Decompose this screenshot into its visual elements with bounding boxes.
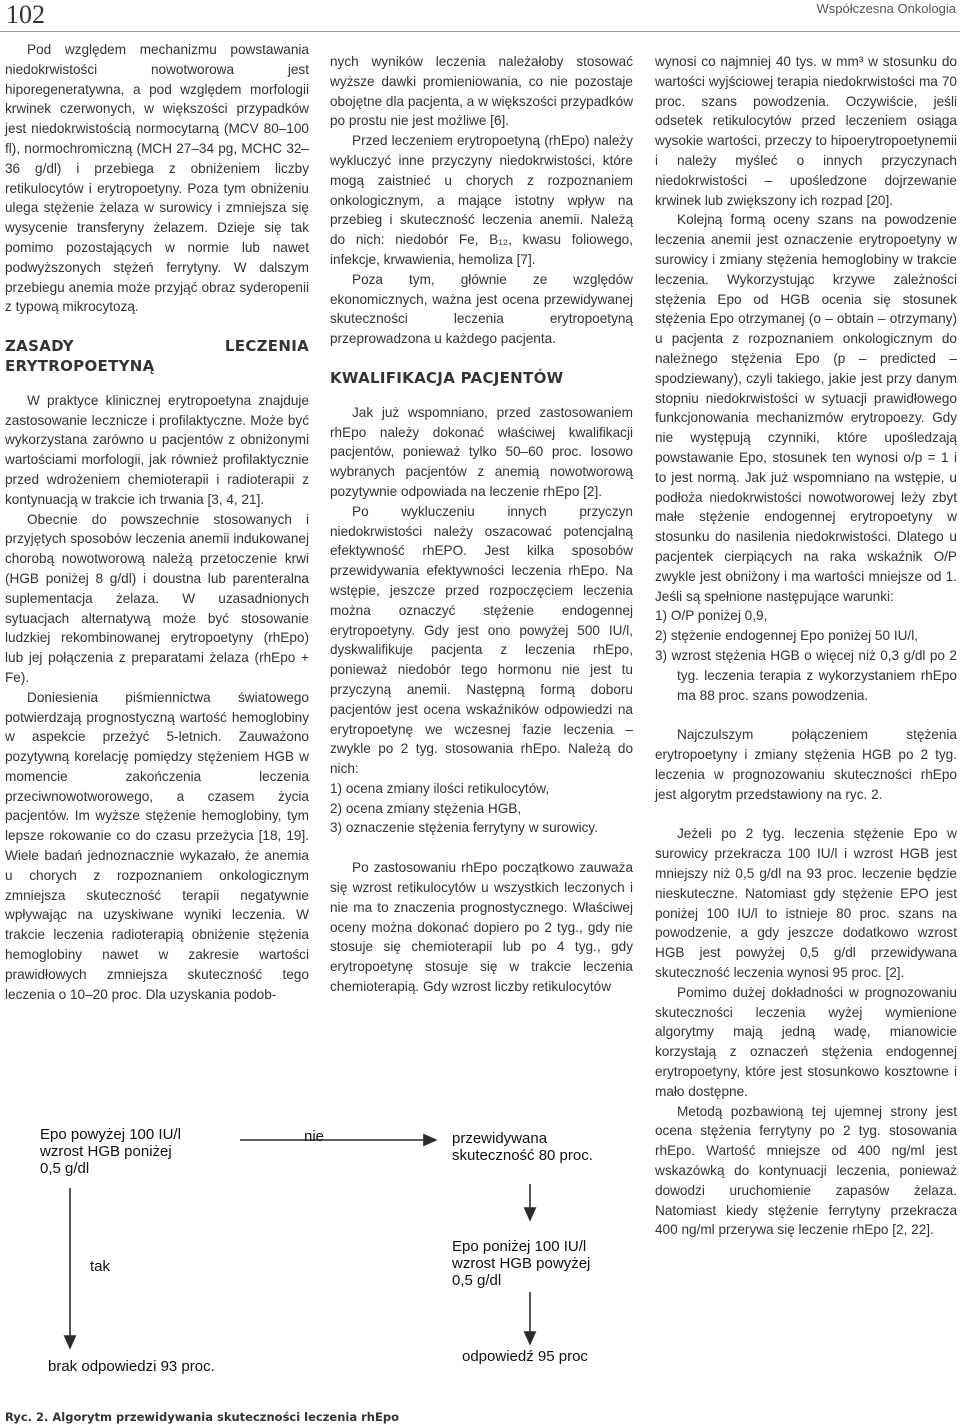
- list-item: 3) oznaczenie stężenia ferrytyny w surowicy.: [330, 820, 598, 836]
- list-item: 3) wzrost stężenia HGB o więcej niż 0,3 g/dl po 2 tyg. leczenia terapia z wykorzystaniem rhEpo ma 88 proc. szans powodzenia.: [655, 647, 957, 703]
- paragraph: Przed leczeniem erytropoetyną (rhEpo) należy wykluczyć inne przyczyny niedokrwistości, które mogą zaistnieć u chorych z rozpoznaniem onkologicznym, a mające istotny wpływ na przebieg i skuteczność leczenia anemii. Należą do nich: niedobór Fe, B₁₂, kwasu foliowego, infekcje, krwawienia, hemoliza [7].: [330, 133, 633, 267]
- header-rule: [0, 31, 960, 32]
- label-nie: nie: [304, 1128, 325, 1145]
- paragraph: Jak już wspomniano, przed zastosowaniem rhEpo należy dokonać właściwej kwalifikacji pacjentów, ponieważ tylko 50–60 proc. losowo wybranych pacjentów z anemią nowotworową pozytywnie odpowiada na leczenie rhEpo [2].: [330, 404, 633, 499]
- figure-caption: Ryc. 2. Algorytm przewidywania skuteczności leczenia rhEpo: [5, 1410, 399, 1424]
- box-start-condition: Epo powyżej 100 IU/l wzrost HGB poniżej 0,5 g/dl: [40, 1126, 181, 1177]
- section-heading: KWALIFIKACJA PACJENTÓW: [330, 368, 564, 387]
- paragraph: W praktyce klinicznej erytropoetyna znajduje zastosowanie lecznicze i profilaktyczne. Może być wykorzystana zarówno u pacjentów z obniżonymi wartościami morfologii, jak również profilaktycznie przed wdrożeniem chemioterapii i radioterapii z kontynuacją w trakcie ich trwania [3, 4, 21].: [5, 392, 309, 507]
- page-number: 102: [6, 0, 45, 29]
- list-item: 2) stężenie endogennej Epo poniżej 50 IU/l,: [655, 628, 918, 644]
- box-predicted-80: przewidywana skuteczność 80 proc.: [452, 1130, 593, 1164]
- paragraph: Poza tym, głównie ze względów ekonomicznych, ważna jest ocena przewidywanej skuteczności leczenia erytropoetyną przeprowadzona u każdego pacjenta.: [330, 271, 633, 347]
- paragraph: Metodą pozbawioną tej ujemnej strony jest ocena stężenia ferrytyny po 2 tyg. stosowania rhEpo. Wartość mniejsze od 400 ng/ml jest wskazówką do kontynuacji leczenia, ponieważ dowodzi uruchomienie zapasów żelaza. Natomiast kiedy stężenie ferrytyny przekracza 400 ng/ml przerywa się leczenie rhEpo [2, 22].: [655, 1103, 957, 1238]
- list: [330, 779, 633, 838]
- paragraph: Po wykluczeniu innych przyczyn niedokrwistości należy oszacować potencjalną efektywność rhEPO. Jest kilka sposobów przewidywania efektywności leczenia rhEpo. Na wstępie, jeszcze przed rozpoczęciem leczenia można oznaczyć stężenie endogennej erytropoetyny. Gdy jest ono powyżej 500 IU/l, dyskwalifikuje pacjenta z leczenia rhEpo, ponieważ niedobór tego hormonu nie jest tu przyczyną anemii. Następną formą doboru pacjentów jest ocena wskaźników odpowiedzi na erytropoetynę we wczesnej fazie leczenia – zwykle po 2 tyg. stosowania rhEpo. Należą do nich:: [330, 503, 633, 777]
- paragraph: Po zastosowaniu rhEpo początkowo zauważa się wzrost retikulocytów u wszystkich leczonych i nie ma to znaczenia prognostycznego. Właściwej oceny można dokonać dopiero po 2 tyg., gdy nie stosuje się chemioterapii lub po 4 tyg., gdy erytropoetynę stosuje się w trakcie leczenia chemioterapią. Gdy wzrost liczby retikulocytów: [330, 860, 633, 995]
- paragraph: nych wyników leczenia należałoby stosować wyższe dawki promieniowania, co nie pozostaje obojętne dla pacjenta, a w większości przypadków po prostu nie jest możliwe [6].: [330, 54, 634, 129]
- list: [655, 606, 957, 705]
- paragraph: Obecnie do powszechnie stosowanych i przyjętych sposobów leczenia anemii indukowanej chorobą nowotworową należą przetoczenie krwi (HGB poniżej 8 g/dl) i doustna lub parenteralna suplementacja żelaza. W uzasadnionych sytuacjach alternatywą może być stosowanie ludzkiej rekombinowanej erytropoetyny (rhEpo) lub jej połączenia z preparatami żelaza (rhEpo + Fe).: [5, 511, 309, 685]
- paragraph: Pomimo dużej dokładności w prognozowaniu skuteczności leczenia wyżej wymienione algorytmy mają jedną wadę, mianowicie korzystają z oznaczeń stężenia endogennej erytropoetyny, które jest stosunkowo kosztowne i mało dostępne.: [655, 984, 957, 1099]
- paragraph: Kolejną formą oceny szans na powodzenie leczenia anemii jest oznaczenie erytropoetyny w surowicy i zmiany stężenia hemoglobiny w trakcie leczenia. Wykorzystując krzywe zależności stężenia Epo od HGB ocenia się stosunek stężenia Epo otrzymanej (o – obtain – otrzymany) u pacjenta z rozpoznaniem onkologicznym do należnego stężenia Epo (p – predicted – spodziewany), czyli takiego, jakie jest przy danym stopniu niedokrwistości w sytuacji prawidłowego funkcjonowania mechanizmów erytropoezy. Gdy nie występują czynniki, które upośledzają powstawanie Epo, stosunek ten wynosi o/p = 1 i to jest normą. Jak już wspomniano na wstępie, u podłoża niedokrwistości nowotworowej leży zbyt małe stężenie endogennej erytropoetyny w stosunku do nasilenia niedokrwistości. Dlatego u pacjentek cierpiących na raka wskaźnik O/P zwykle jest obniżony i ma wartości mniejsze od 1. Jeśli są spełnione następujące warunki:: [655, 212, 957, 604]
- column-1: [5, 40, 309, 1004]
- paragraph: Pod względem mechanizmu powstawania niedokrwistości nowotworowa jest hiporegeneratywna, a pod względem morfologii krwinek czerwonych, w większości przypadków jest niedokrwistością normocytarną (MCV 80–100 fl), normochromiczną (MCH 27–34 pg, MCHC 32–36 g/dl) i przebiega z obniżeniem liczby retikulocytów i erytropoetyny. Poza tym obniżeniu ulega stężenie żelaza w surowicy i zmniejsza się wysycenie transferyny żelazem. Dzieje się tak pomimo pozostających w normie lub nawet podwyższonych stężeń ferrytyny. W dalszym przebiegu anemia może przyjąć obraz syderopenii z typową mikrocytozą.: [5, 42, 309, 315]
- journal-name: Współczesna Onkologia: [816, 1, 956, 16]
- list-item: 2) ocena zmiany stężenia HGB,: [330, 800, 522, 816]
- column-3: [655, 52, 957, 1240]
- paragraph: Doniesienia piśmiennictwa światowego potwierdzają prognostyczną wartość hemoglobiny w aspekcie przeżyć 5-letnich. Zauważono pozytywną korelację pomiędzy stężeniem HGB w momencie zakończenia leczenia przeciwnowotworowego, a czasem życia pacjentów. Im wyższe stężenie hemoglobiny, tym lepsze rokowanie co do czasu przeżycia [18, 19]. Wiele badań jednoznacznie wykazało, że anemia u chorych z rozpoznaniem onkologicznym zmniejsza skuteczność terapii negatywnie wpływając na uzyskiwane wyniki leczenia. W trakcie leczenia radioterapią obniżenie stężenia hemoglobiny nawet w zakresie wartości prawidłowych zmniejsza skuteczność tego leczenia o 10–20 proc. Dla uzyskania podob-: [5, 689, 309, 1002]
- paragraph: Jeżeli po 2 tyg. leczenia stężenie Epo w surowicy przekracza 100 IU/l i wzrost HGB jest mniejszy niż 0,5 g/dl na 93 proc. leczenie będzie nieskuteczne. Natomiast gdy stężenie EPO jest poniżej 100 IU/l to istnieje 80 proc. szans na powodzenie, a gdy jeszcze dodatkowo wzrost HGB jest powyżej 0,5 g/dl przewidywana skuteczność leczenia wynosi 95 proc. [2].: [655, 826, 957, 981]
- list-item: 1) O/P poniżej 0,9,: [655, 608, 768, 624]
- box-no-response: brak odpowiedzi 93 proc.: [48, 1358, 215, 1375]
- algorithm-figure: [0, 1092, 960, 1404]
- column-2: [330, 52, 633, 997]
- paragraph: wynosi co najmniej 40 tys. w mm³ w stosunku do wartości wyjściowej terapia niedokrwistości ma 70 proc. szans powodzenia. Oczywiście, jeśli odsetek retikulocytów przed leczeniem osiąga wysokie wartości, przeczy to hipoerytropoetynemii i należy myśleć o innych przyczynach niedokrwistości – upośledzone dojrzewanie krwinek lub zwiększony ich rozpad [20].: [655, 54, 957, 208]
- box-epo-low: Epo poniżej 100 IU/l wzrost HGB powyżej 0,5 g/dl: [452, 1238, 591, 1289]
- box-response: odpowiedź 95 proc: [462, 1348, 588, 1365]
- list-item: 1) ocena zmiany ilości retikulocytów,: [330, 780, 550, 796]
- label-tak: tak: [90, 1258, 111, 1275]
- section-heading: ZASADY LECZENIA ERYTROPOETYNĄ: [5, 337, 309, 375]
- paragraph: Najczulszym połączeniem stężenia erytropoetyny i zmiany stężenia HGB po 2 tyg. leczenia w prognozowaniu skuteczności rhEpo jest algorytm przedstawiony na ryc. 2.: [655, 727, 957, 802]
- page-header: [0, 0, 960, 32]
